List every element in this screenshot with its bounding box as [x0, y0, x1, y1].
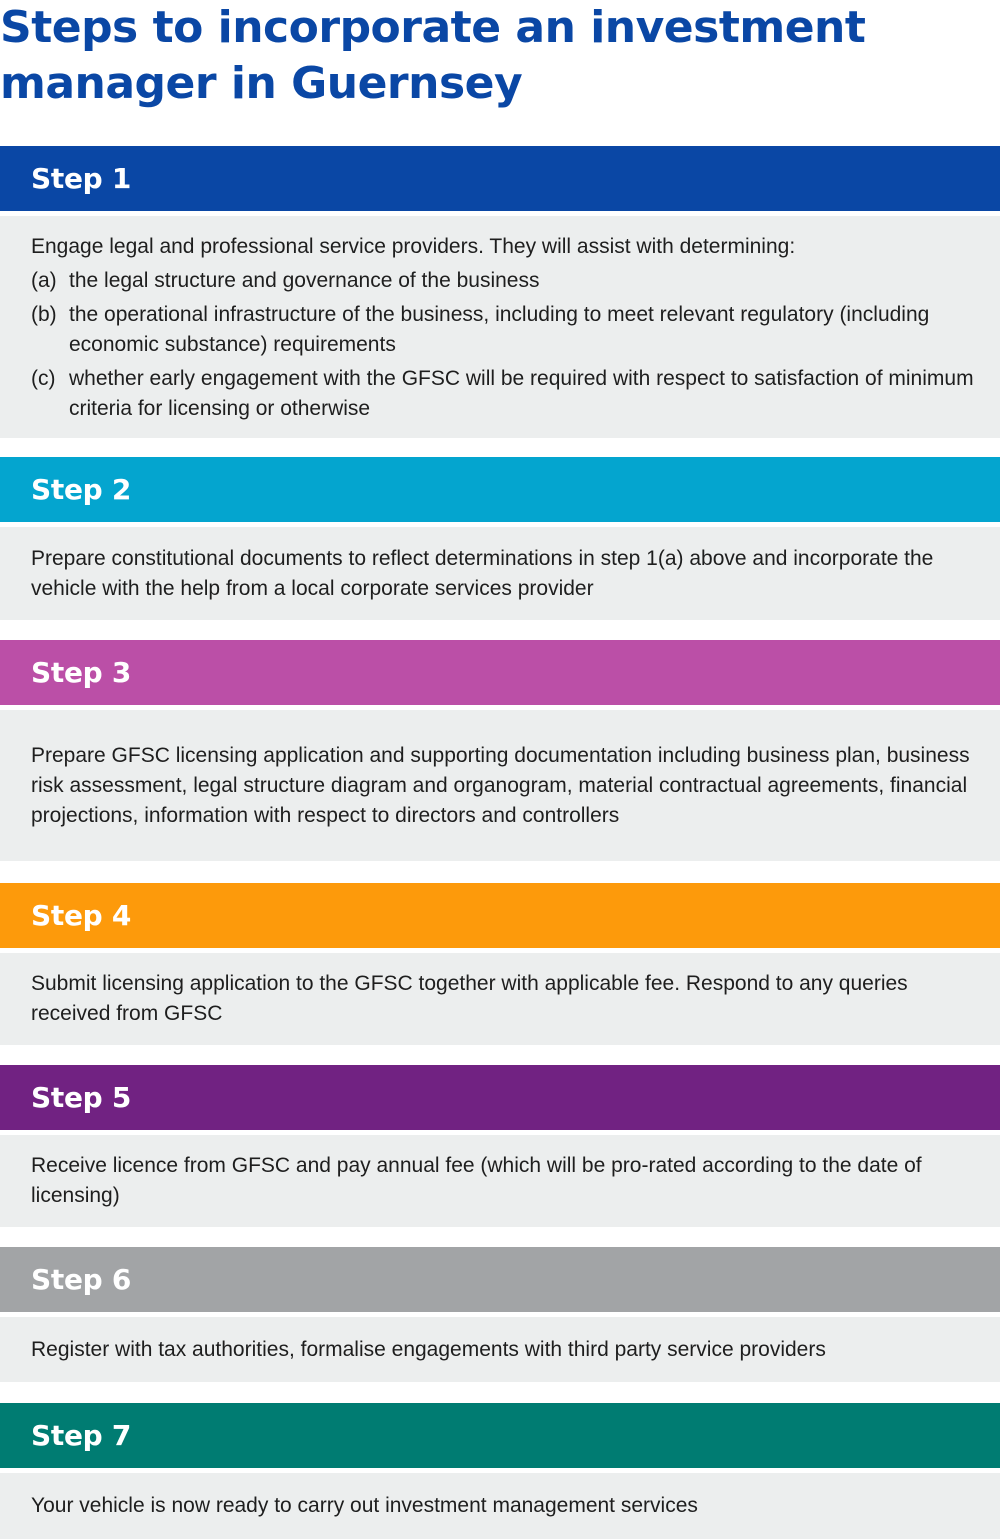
- step-3-label: Step 3: [31, 656, 132, 689]
- step-5-text: Receive licence from GFSC and pay annual fee (which will be pro-rated according to the date of licensing): [31, 1154, 922, 1207]
- step-7-header: [0, 1403, 1000, 1468]
- step-1-body: [0, 216, 1000, 438]
- step-6-label: Step 6: [31, 1263, 132, 1296]
- step-6-header: [0, 1247, 1000, 1312]
- step-6-body: [0, 1317, 1000, 1382]
- step-7-label: Step 7: [31, 1419, 132, 1452]
- step-2-text: Prepare constitutional documents to reflect determinations in step 1(a) above and incorporate the vehicle with the help from a local corporate services provider: [31, 546, 934, 600]
- sub-item-text: the operational infrastructure of the business, including to meet relevant regulatory (including economic substance) requirements: [69, 303, 930, 356]
- step-1-header: [0, 146, 1000, 211]
- step-2-label: Step 2: [31, 473, 132, 506]
- step-5-header: [0, 1065, 1000, 1130]
- step-1-text: Engage legal and professional service providers. They will assist with determining:: [31, 235, 796, 258]
- step-2-header: [0, 457, 1000, 522]
- step-7-text: Your vehicle is now ready to carry out investment management services: [31, 1494, 698, 1517]
- step-1-label: Step 1: [31, 162, 132, 195]
- step-4-label: Step 4: [31, 899, 132, 932]
- step-5-body: [0, 1135, 1000, 1227]
- step-2-body: [0, 527, 1000, 620]
- sub-item-text: the legal structure and governance of the business: [69, 269, 540, 292]
- step-3-text: Prepare GFSC licensing application and supporting documentation including business plan, business risk assessment, legal structure diagram and organogram, material contractual agreements, financial projections, information with respect to directors and controllers: [31, 743, 970, 827]
- page-title: Steps to incorporate an investment manager in Guernsey: [0, 2, 866, 109]
- sub-item-marker: (c): [31, 367, 56, 390]
- step-1-sub-list: [31, 266, 980, 424]
- sub-item-marker: (a): [31, 269, 57, 292]
- step-4-text: Submit licensing application to the GFSC together with applicable fee. Respond to any queries received from GFSC: [31, 972, 908, 1025]
- sub-item-marker: (b): [31, 303, 57, 326]
- step-7-body: [0, 1473, 1000, 1539]
- step-3-body: [0, 710, 1000, 861]
- sub-item-a: [31, 266, 980, 296]
- step-4-body: [0, 953, 1000, 1045]
- sub-item-c: [31, 364, 980, 424]
- sub-item-b: [31, 300, 980, 360]
- step-5-label: Step 5: [31, 1081, 132, 1114]
- step-3-header: [0, 640, 1000, 705]
- step-6-text: Register with tax authorities, formalise engagements with third party service providers: [31, 1337, 826, 1361]
- sub-item-text: whether early engagement with the GFSC will be required with respect to satisfaction of minimum criteria for licensing or otherwise: [69, 367, 974, 420]
- step-4-header: [0, 883, 1000, 948]
